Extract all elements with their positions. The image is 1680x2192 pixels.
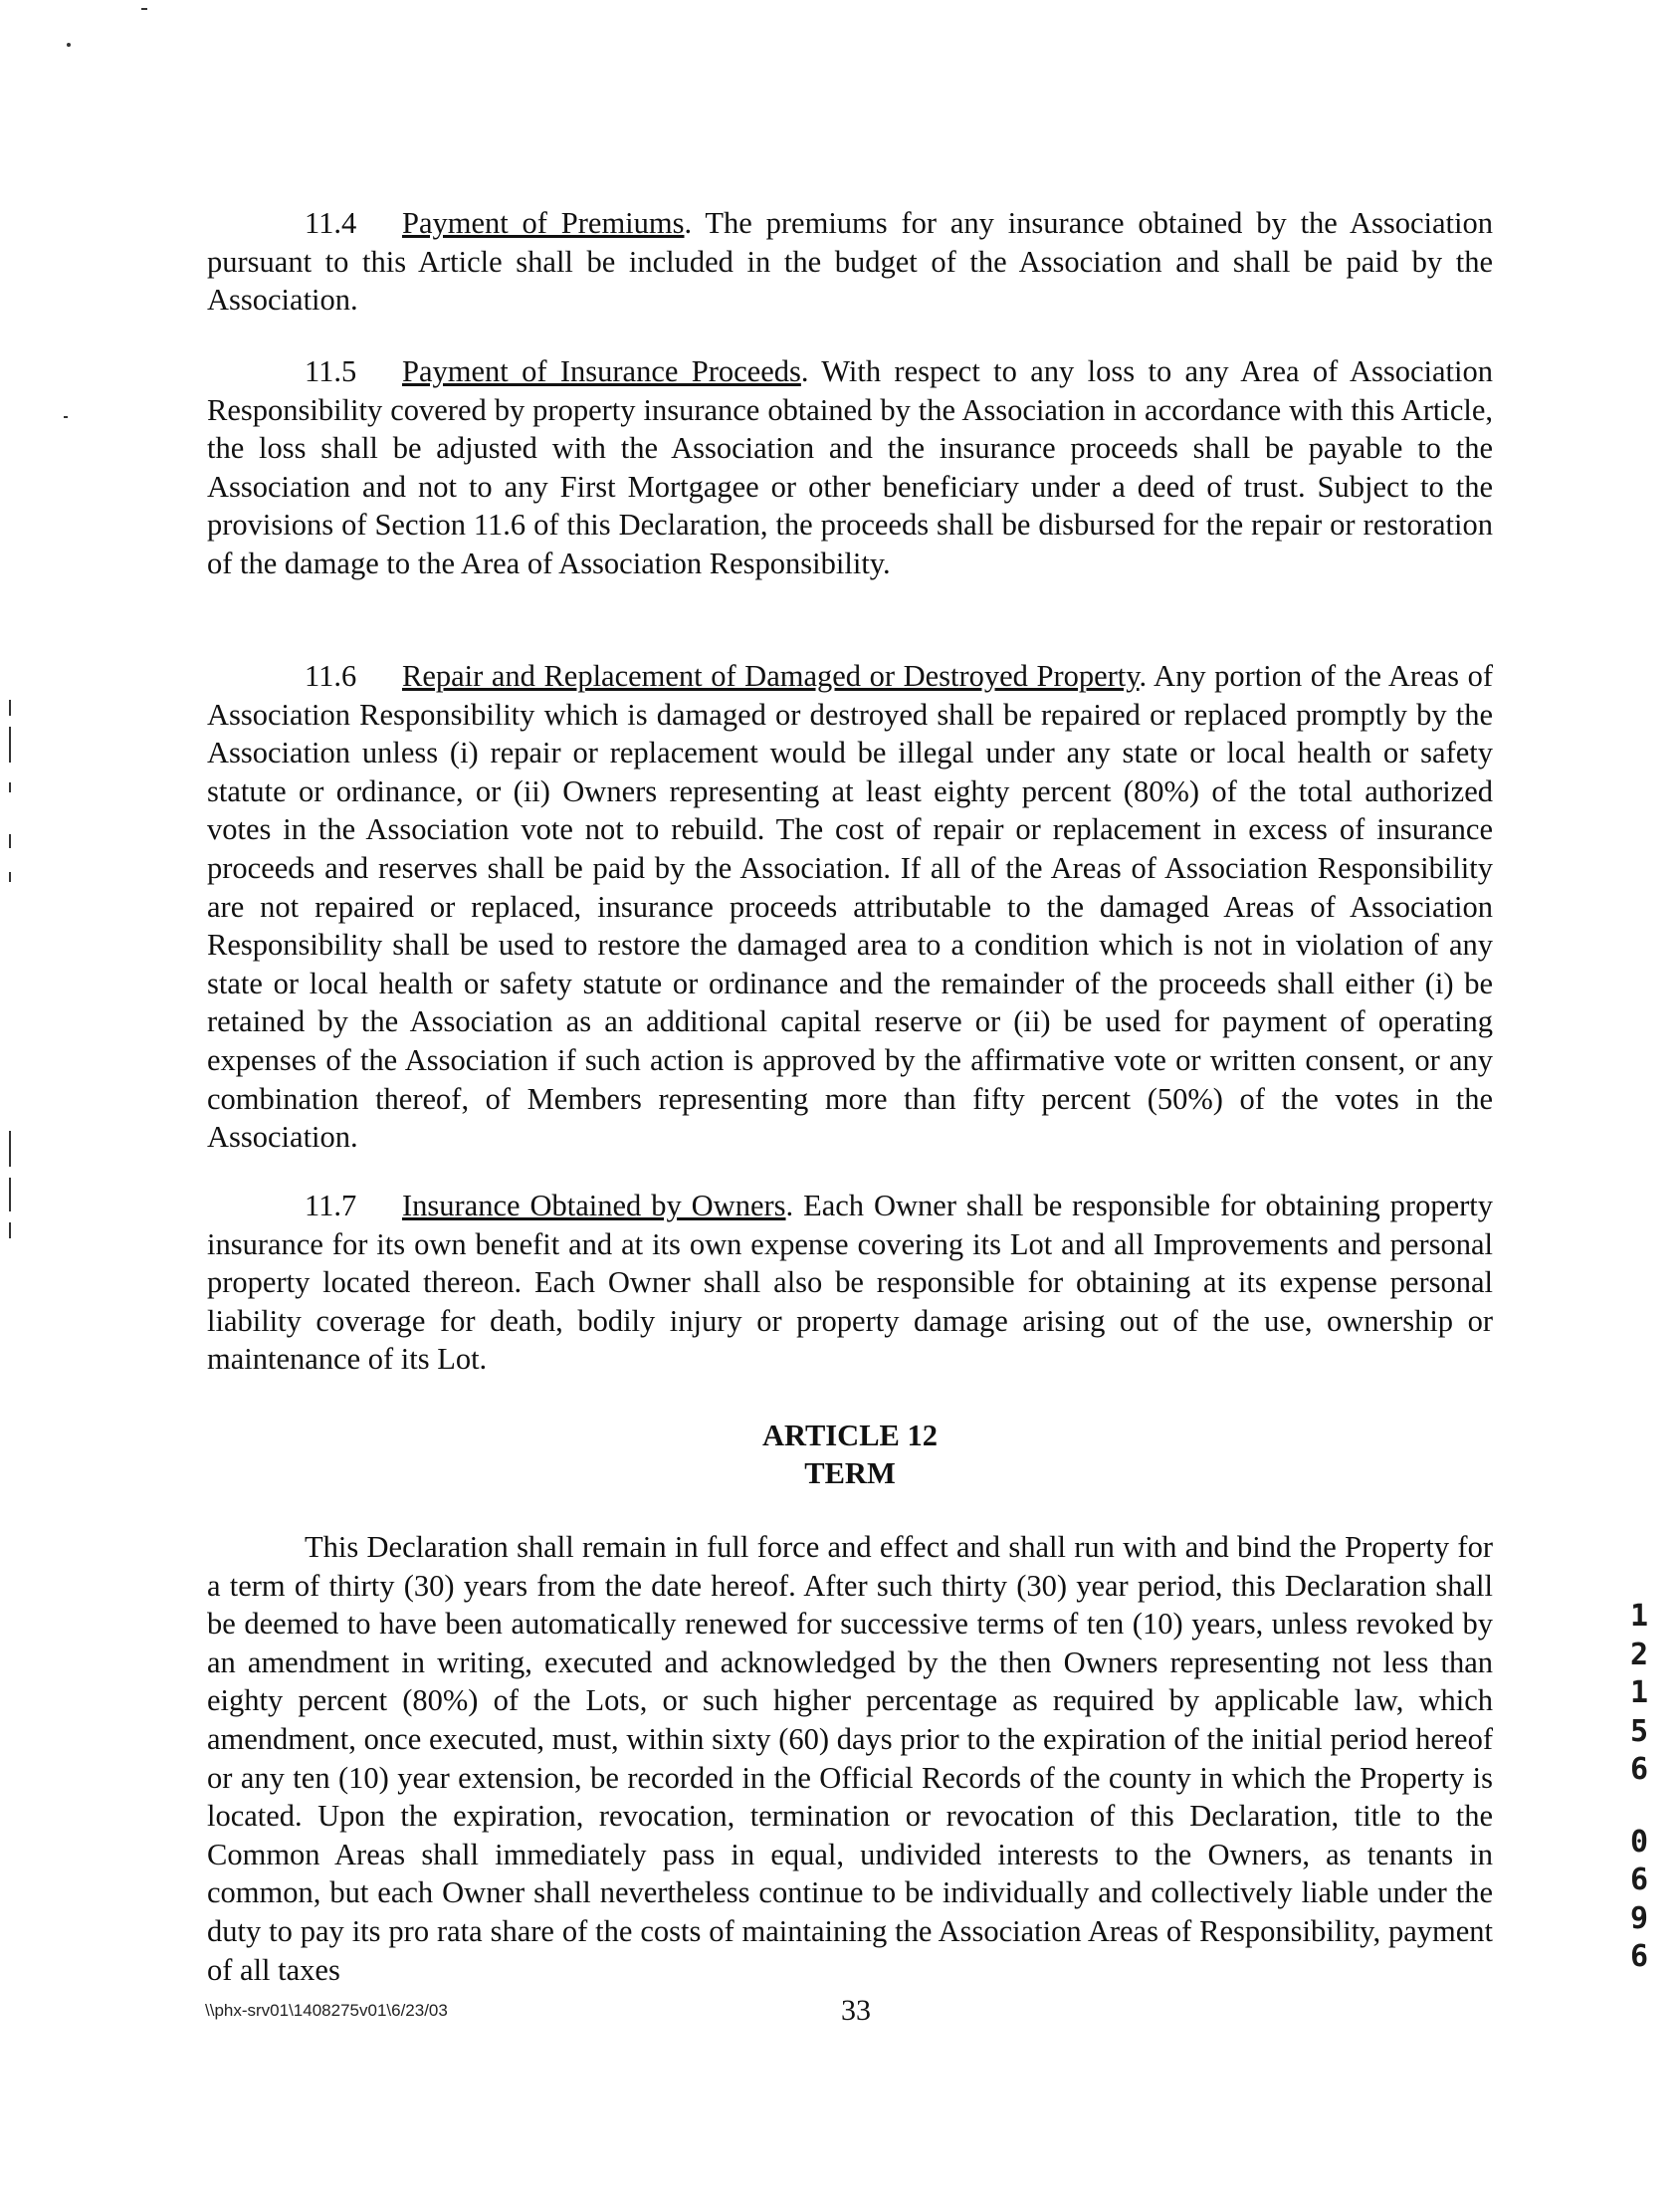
- section-11-7: [207, 1187, 1493, 1379]
- section-11-4: [207, 204, 1493, 320]
- stamp-digit: 1: [1629, 1675, 1649, 1710]
- article-title: TERM: [804, 1456, 896, 1490]
- section-heading: Repair and Replacement of Damaged or Destroyed Property: [402, 659, 1140, 693]
- article-12-body: This Declaration shall remain in full force and effect and shall run with and bind the Property for a term of thirty (30) years from the date hereof. After such thirty (30) year period, this Declaration shall be deemed to have been automatically renewed for successive terms of ten (10) years, unless revoked by an amendment in writing, executed and acknowledged by the then Owners representing not less than eighty percent (80%) of the Lots, or such higher percentage as required by applicable law, which amendment, once executed, must, within sixty (60) days prior to the expiration of the initial period hereof or any ten (10) year extension, be recorded in the Official Records of the county in which the Property is located. Upon the expiration, revocation, termination or revocation of this Declaration, title to the Common Areas shall immediately pass in equal, undivided interests to the Owners, as tenants in common, but each Owner shall nevertheless continue to be individually and collectively liable under the duty to pay its pro rata share of the costs of maintaining the Association Areas of Responsibility, payment of all taxes: [207, 1530, 1493, 1987]
- section-heading-end: .: [684, 206, 693, 240]
- section-heading: Payment of Insurance Proceeds: [402, 354, 801, 388]
- document-path: \\phx-srv01\1408275v01\6/23/03: [205, 2001, 448, 2020]
- section-heading-end: .: [1139, 659, 1148, 693]
- section-number: 11.7: [305, 1189, 357, 1222]
- stamp-digit: 2: [1629, 1637, 1649, 1672]
- section-body: Each Owner shall be responsible for obtaining property insurance for its own benefit and at its own expense covering its Lot and all Improvements and personal property located thereon. Each Owner shall also be responsible for obtaining at its expense personal liability coverage for death, bodily injury or property damage arising out of the use, ownership or maintenance of its Lot.: [207, 1189, 1494, 1377]
- scan-mark: [9, 700, 11, 716]
- stamp-digit: 5: [1629, 1713, 1649, 1749]
- scan-mark: [9, 1222, 11, 1238]
- section-heading: Insurance Obtained by Owners: [402, 1189, 786, 1222]
- scan-mark: [9, 727, 11, 763]
- scan-mark: [9, 834, 11, 848]
- section-11-5: [207, 352, 1493, 583]
- stamp-digit: 9: [1629, 1900, 1649, 1936]
- section-body: Any portion of the Areas of Association Responsibility which is damaged or destroyed shall be repaired or replaced promptly by the Association unless (i) repair or replacement would be illegal under any state or local health or safety statute or ordinance, or (ii) Owners representing at least eighty percent (80%) of the total authorized votes in the Association vote not to rebuild. The cost of repair or replacement in excess of insurance proceeds and reserves shall be paid by the Association. If all of the Areas of Association Responsibility are not repaired or replaced, insurance proceeds attributable to the damaged Areas of Association Responsibility shall be used to restore the damaged area to a condition which is not in violation of any state or local health or safety statute or ordinance and the remainder of the proceeds shall either (i) be retained by the Association as an additional capital reserve or (ii) be used for payment of operating expenses of the Association if such action is approved by the affirmative vote or written consent, or any combination thereof, of Members representing more than fifty percent (50%) of the votes in the Association.: [207, 659, 1493, 1155]
- section-body: The premiums for any insurance obtained by the Association pursuant to this Article shall be included in the budget of the Association and shall be paid by the Association.: [207, 206, 1493, 318]
- scan-mark: [64, 416, 68, 418]
- section-heading: Payment of Premiums: [402, 206, 685, 240]
- article-number: ARTICLE 12: [761, 1419, 939, 1452]
- section-body: With respect to any loss to any Area of Association Responsibility covered by property insurance obtained by the Association in accordance with this Article, the loss shall be adjusted with the Association and the insurance proceeds shall be payable to the Association and not to any First Mortgagee or other beneficiary under a deed of trust. Subject to the provisions of Section 11.6 of this Declaration, the proceeds shall be disbursed for the repair or restoration of the damage to the Area of Association Responsibility.: [207, 354, 1493, 580]
- scan-mark: [9, 782, 11, 792]
- scan-mark: [9, 1178, 11, 1211]
- section-heading-end: .: [800, 354, 809, 388]
- scan-mark: [9, 1131, 11, 1167]
- page-number: 33: [841, 1994, 871, 2027]
- section-number: 11.4: [305, 206, 357, 240]
- section-11-6: [207, 657, 1493, 1157]
- stamp-digit: 0: [1629, 1824, 1649, 1860]
- stamp-digit: 6: [1629, 1863, 1649, 1897]
- stamp-digit: 6: [1629, 1752, 1649, 1787]
- section-number: 11.5: [305, 354, 357, 388]
- section-heading-end: .: [785, 1189, 794, 1222]
- scan-mark: [141, 8, 147, 10]
- recording-stamp: [1620, 1598, 1658, 1977]
- stamp-digit: 6: [1629, 1939, 1649, 1974]
- scan-mark: [67, 43, 71, 47]
- stamp-digit: 1: [1629, 1599, 1649, 1634]
- section-number: 11.6: [305, 659, 357, 693]
- scan-mark: [9, 872, 11, 882]
